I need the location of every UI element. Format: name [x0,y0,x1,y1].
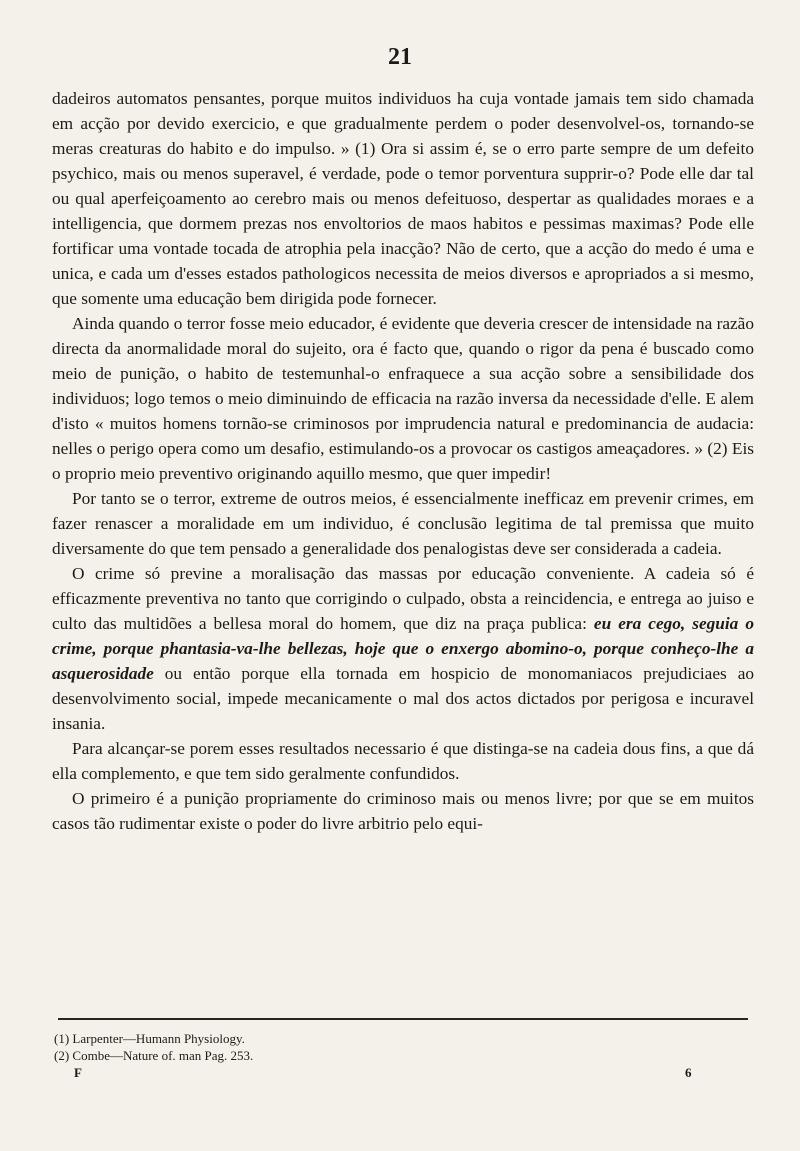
footnote-rule [58,1018,748,1020]
footnote-1: (1) Larpenter—Humann Physiology. [54,1031,245,1046]
footnote-2: (2) Combe—Nature of. man Pag. 253. [54,1048,254,1063]
paragraph-2: Ainda quando o terror fosse meio educador, é evidente que deveria crescer de intensidade na razão directa da anormalidade moral do sujeito, ora é facto que, quando o rigor da pena é buscado como meio de punição, o habito de testemunhal-o enfraquece a sua acção sobre a sensibilidade dos individuos; logo temos o meio diminuindo de efficacia na razão inversa da necessidade d'elle. E alem d'isto « muitos homens tornão-se criminosos por imprudencia natural e predominancia de audacia: nelles o perigo opera como um desafio, estimulando-os a provocar os castigos ameaçadores. » (2) Eis o proprio meio preventivo originando aquillo mesmo, que quer impedir! [52,314,754,483]
paragraph-4-tail: ou então porque ella tornada em hospicio de monomaniacos prejudiciaes ao desenvolvimento social, impede mecanicamente o mal dos actos dictados por perigosa e incuravel insania. [52,664,755,733]
signature-right: 6 [685,1065,692,1080]
paragraph-6: O primeiro é a punição propriamente do criminoso mais ou menos livre; por que se em muitos casos tão rudimentar existe o poder do livre arbitrio pelo equi- [52,789,754,833]
paragraph-4 [52,561,754,736]
signature-left: F [74,1065,82,1080]
paragraph-1: dadeiros automatos pensantes, porque muitos individuos ha cuja vontade jamais tem sido chamada em acção por devido exercicio, e que gradualmente perdem o poder desenvolvel-os, tornando-se meras creaturas do habito e do impulso. » (1) Ora si assim é, se o erro parte sempre de um defeito psychico, mais ou menos superavel, é verdade, pode o temor porventura supprir-o? Pode elle dar tal ou qual aperfeiçoamento ao cerebro mais ou menos defeituoso, despertar as qualidades moraes e a intelligencia, que dormem prezas nos envoltorios de maos habitos e pessimas maximas? Pode elle fortificar uma vontade tocada de atrophia pela inacção? Não de certo, que a acção do medo é uma e unica, e cada um d'esses estados pathologicos necessita de meios diversos e apropriados a si mesmo, que somente uma educação bem dirigida pode fornecer. [52,89,754,308]
footnotes [54,1030,354,1064]
body-text [52,86,754,836]
page-number: 21 [388,44,412,70]
paragraph-5: Para alcançar-se porem esses resultados necessario é que distinga-se na cadeia dous fins, a que dá ella complemento, e que tem sido geralmente confundidos. [52,739,754,783]
paragraph-4-lead: O crime só previne a moralisação das massas por educação conveniente. A cadeia só é efficazmente preventiva no tanto que corrigindo o culpado, obsta a reincidencia, e entrega ao juiso e culto das multidões a bellesa moral do homem, que diz na praça publica: [52,564,754,633]
paragraph-3: Por tanto se o terror, extreme de outros meios, é essencialmente inefficaz em prevenir crimes, em fazer renascer a moralidade em um individuo, é conclusão legitima de tal premissa que muito diversamente do que tem pensado a generalidade dos penalogistas deve ser considerada a cadeia. [52,489,754,558]
italic-quote: eu era cego, seguia o crime, porque phantasia-va-lhe bellezas, hoje que o enxergo abomino-o, porque conheço-lhe a asquerosidade [52,614,754,683]
